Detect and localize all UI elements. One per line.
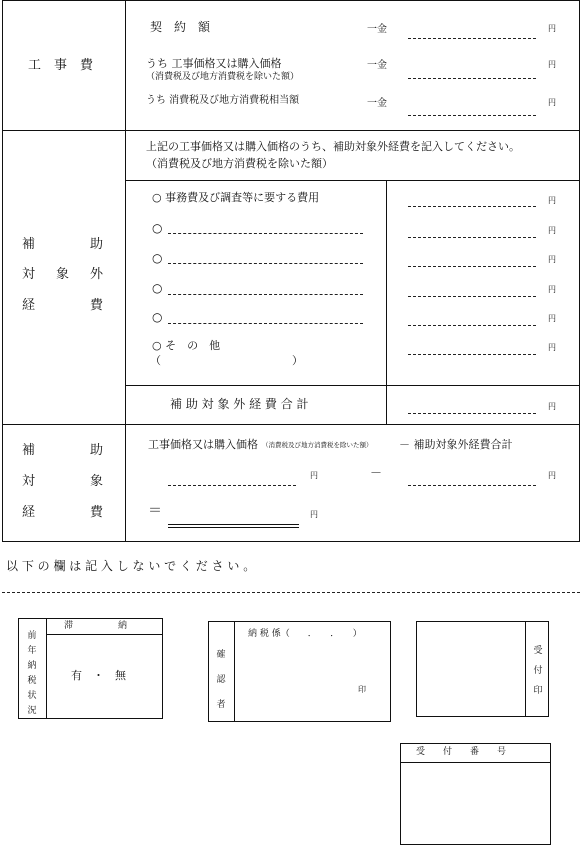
receipt-seal-box xyxy=(416,621,549,717)
hojo-label-char: 経 xyxy=(22,505,36,520)
hojo-label-char: 象 xyxy=(90,474,104,489)
hojo-gai-label-char: 補 xyxy=(22,237,36,252)
hojo-label-char: 費 xyxy=(90,505,104,520)
total-label: 補 助 対 象 外 経 費 合 計 xyxy=(170,397,309,411)
yen-label: 円 xyxy=(548,343,556,352)
item-amount-field[interactable] xyxy=(408,266,536,267)
instruction-divider xyxy=(125,180,580,181)
total-exclusion-field[interactable] xyxy=(408,485,536,486)
yen-label: 円 xyxy=(548,60,556,69)
purchase-price-field[interactable] xyxy=(168,485,296,486)
row-divider-1 xyxy=(2,130,580,131)
total-amount-field[interactable] xyxy=(408,413,536,414)
purchase-price-sublabel: （消費税及び地方消費税を除いた額） xyxy=(146,72,300,82)
hojo-label-char: 補 xyxy=(22,443,36,458)
paren-close: ） xyxy=(292,354,303,367)
receipt-number-box xyxy=(400,743,551,845)
instruction-text: 上記の工事価格又は購入価格のうち、補助対象外経費を記入してください。 xyxy=(146,140,520,153)
item-name-field[interactable] xyxy=(168,233,363,234)
tax-amount-field[interactable] xyxy=(408,115,536,116)
cut-line xyxy=(2,592,580,593)
kin-label: 一金 xyxy=(367,98,387,109)
hojo-gai-label-char: 経 xyxy=(22,298,36,313)
minus-sign: － xyxy=(370,466,383,480)
paren-open: （ xyxy=(150,354,161,367)
confirmer-label: 確認者 xyxy=(216,650,226,710)
item-name-field[interactable] xyxy=(168,263,363,264)
receipt-seal-label: 受付印 xyxy=(533,646,543,696)
item-amount-field[interactable] xyxy=(408,354,536,355)
item-name-field[interactable] xyxy=(168,323,363,324)
yen-label: 円 xyxy=(548,226,556,235)
item-circle: ○ xyxy=(152,281,163,295)
receipt-number-label: 受 付 番 号 xyxy=(416,747,507,757)
kin-label: 一金 xyxy=(367,60,387,71)
item-circle: ○ xyxy=(152,251,163,265)
result-field-line xyxy=(168,527,299,528)
row-divider-2 xyxy=(2,424,580,425)
hojo-gai-label-char: 助 xyxy=(90,237,104,252)
notice-text: 以 下 の 欄 は 記 入 し な い で く だ さ い 。 xyxy=(6,559,256,573)
item-amount-field[interactable] xyxy=(408,206,536,207)
yen-label: 円 xyxy=(548,255,556,264)
yen-label: 円 xyxy=(310,471,318,480)
seal-mark: 印 xyxy=(358,685,366,694)
item-other: ○ そ の 他 xyxy=(152,339,221,352)
yen-label: 円 xyxy=(548,196,556,205)
formula-label: 工事価格又は購入価格 xyxy=(148,438,258,451)
receipt-number-header-line xyxy=(400,762,551,763)
delinquent-label: 滞 納 xyxy=(64,621,128,631)
equals-sign: ＝ xyxy=(148,503,162,519)
yen-label: 円 xyxy=(548,314,556,323)
instruction-subtext: （消費税及び地方消費税を除いた額） xyxy=(146,157,333,170)
formula-sublabel: （消費税及び地方消費税を除いた額） xyxy=(262,441,373,449)
yen-label: 円 xyxy=(548,24,556,33)
total-divider xyxy=(125,385,580,386)
hojo-gai-label-char: 外 xyxy=(90,267,104,282)
hojo-gai-label-char: 象 xyxy=(56,267,70,282)
item-amount-field[interactable] xyxy=(408,237,536,238)
kouji-section-label: 工 事 費 xyxy=(28,58,94,73)
purchase-price-field[interactable] xyxy=(408,78,536,79)
prev-tax-status-header-line xyxy=(46,634,163,635)
item-amount-field[interactable] xyxy=(408,296,536,297)
hojo-gai-label-char: 費 xyxy=(90,298,104,313)
prev-tax-status-label: 前年納税状況 xyxy=(27,631,37,716)
confirmer-divider xyxy=(234,621,235,722)
item-circle: ○ xyxy=(152,221,163,235)
yen-label: 円 xyxy=(548,471,556,480)
hojo-gai-label-char: 対 xyxy=(22,267,36,282)
result-field-line[interactable] xyxy=(168,524,299,525)
yes-no-option[interactable]: 有 ・ 無 xyxy=(71,669,126,682)
item-circle: ○ xyxy=(152,310,163,324)
item-admin-expenses: ○ 事務費及び調査等に要する費用 xyxy=(152,191,320,204)
item-name-field[interactable] xyxy=(168,294,363,295)
label-column-divider xyxy=(125,0,126,542)
yen-label: 円 xyxy=(548,285,556,294)
contract-amount-label: 契 約 額 xyxy=(150,20,211,34)
tax-amount-label: うち 消費税及び地方消費税相当額 xyxy=(146,95,300,106)
formula-end-label: － 補助対象外経費合計 xyxy=(399,438,513,451)
tax-officer-label: 納 税 係（ ． ． ） xyxy=(248,629,362,639)
yen-label: 円 xyxy=(548,98,556,107)
hojo-label-char: 助 xyxy=(90,443,104,458)
amount-column-divider xyxy=(386,180,387,424)
item-amount-field[interactable] xyxy=(408,325,536,326)
purchase-price-label: うち 工事価格又は購入価格 xyxy=(146,57,282,70)
yen-label: 円 xyxy=(548,402,556,411)
receipt-seal-divider xyxy=(525,621,526,717)
yen-label: 円 xyxy=(310,510,318,519)
kin-label: 一金 xyxy=(367,24,387,35)
contract-amount-field[interactable] xyxy=(408,38,536,39)
hojo-label-char: 対 xyxy=(22,474,36,489)
